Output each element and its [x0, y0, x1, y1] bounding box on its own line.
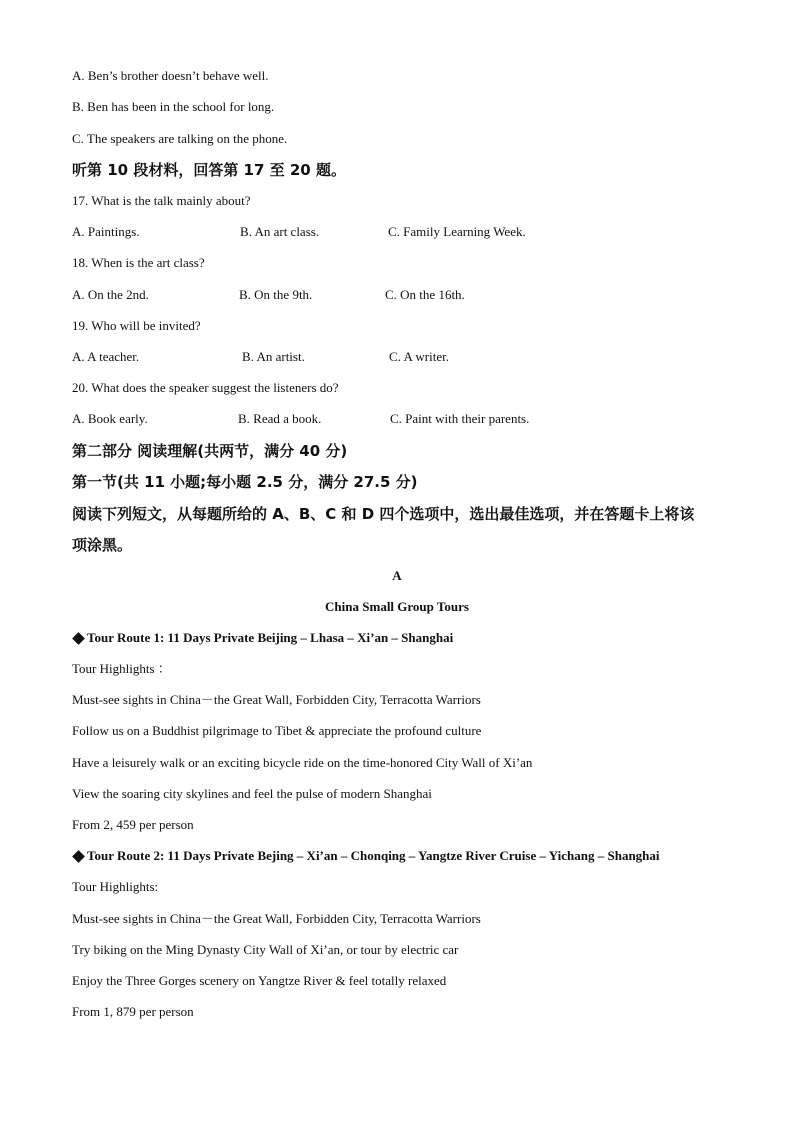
option-line: A. Ben’s brother doesn’t behave well. [72, 68, 269, 83]
instruction-text: 阅读下列短文，从每题所给的 A、B、C 和 D 四个选项中，选出最佳选项，并在答题卡上将该 [72, 505, 695, 523]
route-price: From 2, 459 per person [72, 817, 194, 832]
option-b: B. Read a book. [238, 411, 322, 426]
option-a: A. Book early. [72, 411, 148, 426]
option-line: C. The speakers are talking on the phone. [72, 131, 288, 146]
passage-title: China Small Group Tours [325, 599, 469, 614]
highlight-item: Must-see sights in China－the Great Wall, Forbidden City, Terracotta Warriors [72, 911, 481, 926]
question-18: 18. When is the art class? [72, 255, 205, 270]
diamond-bullet-icon [72, 632, 85, 645]
highlight-item: Have a leisurely walk or an exciting bicycle ride on the time-honored City Wall of Xi’an [72, 755, 533, 770]
passage-letter: A [392, 568, 402, 583]
instruction-text: 项涂黑。 [72, 536, 133, 554]
diamond-bullet-icon [72, 850, 85, 863]
section-title: 第一节(共 11 小题;每小题 2.5 分，满分 27.5 分) [72, 473, 418, 491]
highlights-label: Tour Highlights: [72, 879, 159, 894]
highlights-label: Tour Highlights ： [72, 661, 171, 676]
route-2-title: Tour Route 2: 11 Days Private Bejing – Xi’an – Chonqing – Yangtze River Cruise – Yichang – Shanghai [87, 848, 660, 863]
option-b: B. An art class. [240, 224, 320, 239]
highlight-item: Try biking on the Ming Dynasty City Wall of Xi’an, or tour by electric car [72, 942, 459, 957]
option-a: A. A teacher. [72, 349, 140, 364]
part-title: 第二部分 阅读理解(共两节，满分 40 分) [72, 442, 348, 460]
option-b: B. On the 9th. [239, 287, 313, 302]
option-c: C. A writer. [389, 349, 449, 364]
route-price: From 1, 879 per person [72, 1004, 194, 1019]
option-a: A. Paintings. [72, 224, 140, 239]
route-2-heading [72, 848, 660, 864]
option-c: C. Family Learning Week. [388, 224, 526, 239]
route-1-heading [72, 630, 453, 646]
highlight-item: Enjoy the Three Gorges scenery on Yangtze River & feel totally relaxed [72, 973, 447, 988]
question-20: 20. What does the speaker suggest the listeners do? [72, 380, 339, 395]
route-1-title: Tour Route 1: 11 Days Private Beijing – Lhasa – Xi’an – Shanghai [87, 630, 454, 645]
option-a: A. On the 2nd. [72, 287, 149, 302]
highlight-item: Must-see sights in China－the Great Wall, Forbidden City, Terracotta Warriors [72, 692, 481, 707]
highlight-item: View the soaring city skylines and feel the pulse of modern Shanghai [72, 786, 432, 801]
option-c: C. Paint with their parents. [390, 411, 530, 426]
option-line: B. Ben has been in the school for long. [72, 99, 275, 114]
option-b: B. An artist. [242, 349, 305, 364]
highlight-item: Follow us on a Buddhist pilgrimage to Tibet & appreciate the profound culture [72, 723, 482, 738]
question-19: 19. Who will be invited? [72, 318, 201, 333]
section-header: 听第 10 段材料，回答第 17 至 20 题。 [72, 161, 346, 179]
option-c: C. On the 16th. [385, 287, 465, 302]
question-17: 17. What is the talk mainly about? [72, 193, 251, 208]
